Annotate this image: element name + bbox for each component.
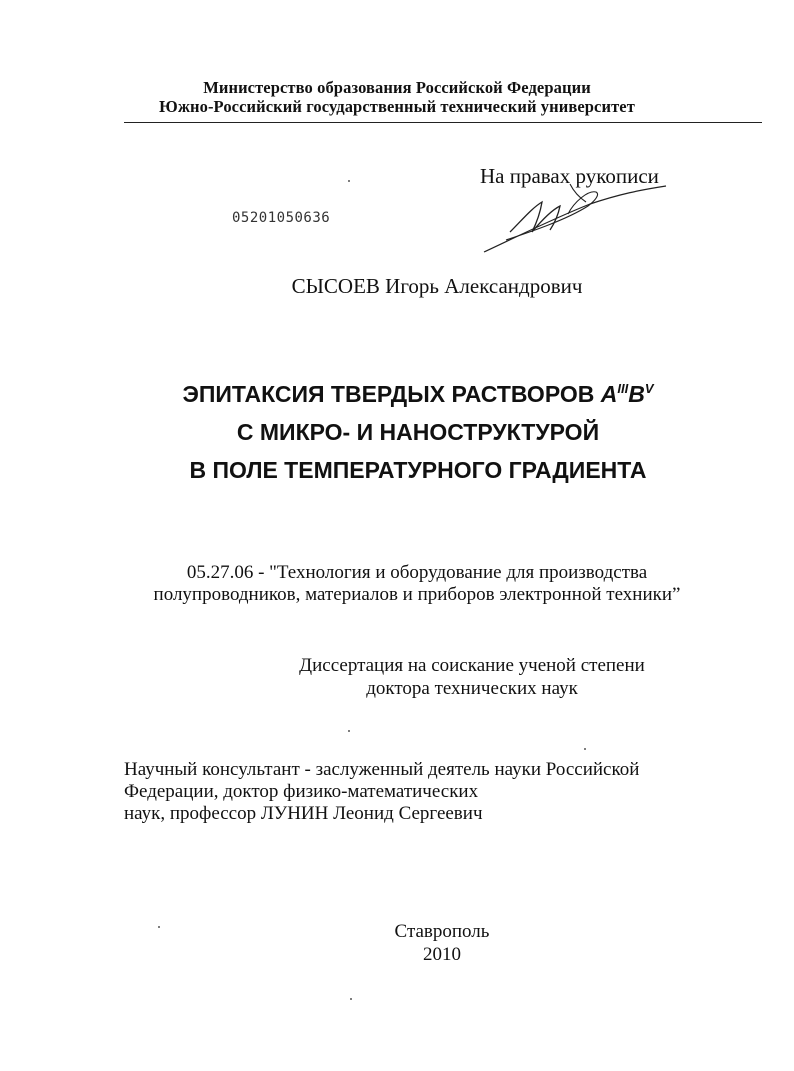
rights-note: На правах рукописи	[480, 164, 659, 188]
consultant-line-2: Федерации, доктор физико-математических	[124, 781, 479, 802]
dissertation-title	[0, 370, 794, 489]
compound-b: B	[628, 381, 645, 407]
consultant-line-1: Научный консультант - заслуженный деятель науки Российской	[124, 759, 640, 780]
consultant-line-3: наук, профессор ЛУНИН Леонид Сергеевич	[124, 803, 483, 824]
degree-line-2: доктора технических наук	[366, 678, 578, 699]
compound-a-valence: III	[617, 381, 629, 396]
scan-speck	[350, 998, 352, 1000]
header-divider	[124, 122, 762, 123]
ministry-name: Министерство образования Российской Федерации	[203, 78, 591, 97]
scan-speck	[584, 748, 586, 750]
scan-speck	[158, 926, 160, 928]
scan-speck	[348, 180, 350, 182]
specialty-block	[0, 562, 794, 606]
university-name: Южно-Российский государственный технический университет	[159, 97, 635, 116]
degree-block	[0, 654, 794, 700]
specialty-line-1: 05.27.06 - "Технология и оборудование для производства	[186, 562, 648, 583]
author-name: СЫСОЕВ Игорь Александрович	[291, 274, 583, 298]
year: 2010	[423, 944, 461, 965]
signature-icon	[470, 180, 670, 258]
compound-a: A	[600, 381, 618, 407]
title-line-2: С МИКРО- И НАНОСТРУКТУРОЙ	[236, 419, 600, 445]
header-block	[0, 78, 794, 116]
title-line-3: В ПОЛЕ ТЕМПЕРАТУРНОГО ГРАДИЕНТА	[189, 457, 647, 483]
degree-line-1: Диссертация на соискание ученой степени	[299, 655, 645, 676]
compound-b-valence: V	[644, 381, 654, 396]
city-name: Ставрополь	[394, 921, 490, 942]
inventory-number: 05201050636	[232, 210, 331, 226]
scan-speck	[348, 730, 350, 732]
consultant-block	[124, 759, 639, 825]
specialty-line-2: полупроводников, материалов и приборов электронной техники”	[153, 584, 681, 605]
city-year-block	[0, 920, 794, 966]
title-line-1	[42, 370, 794, 413]
title-line-1-text: ЭПИТАКСИЯ ТВЕРДЫХ РАСТВОРОВ	[182, 381, 601, 407]
